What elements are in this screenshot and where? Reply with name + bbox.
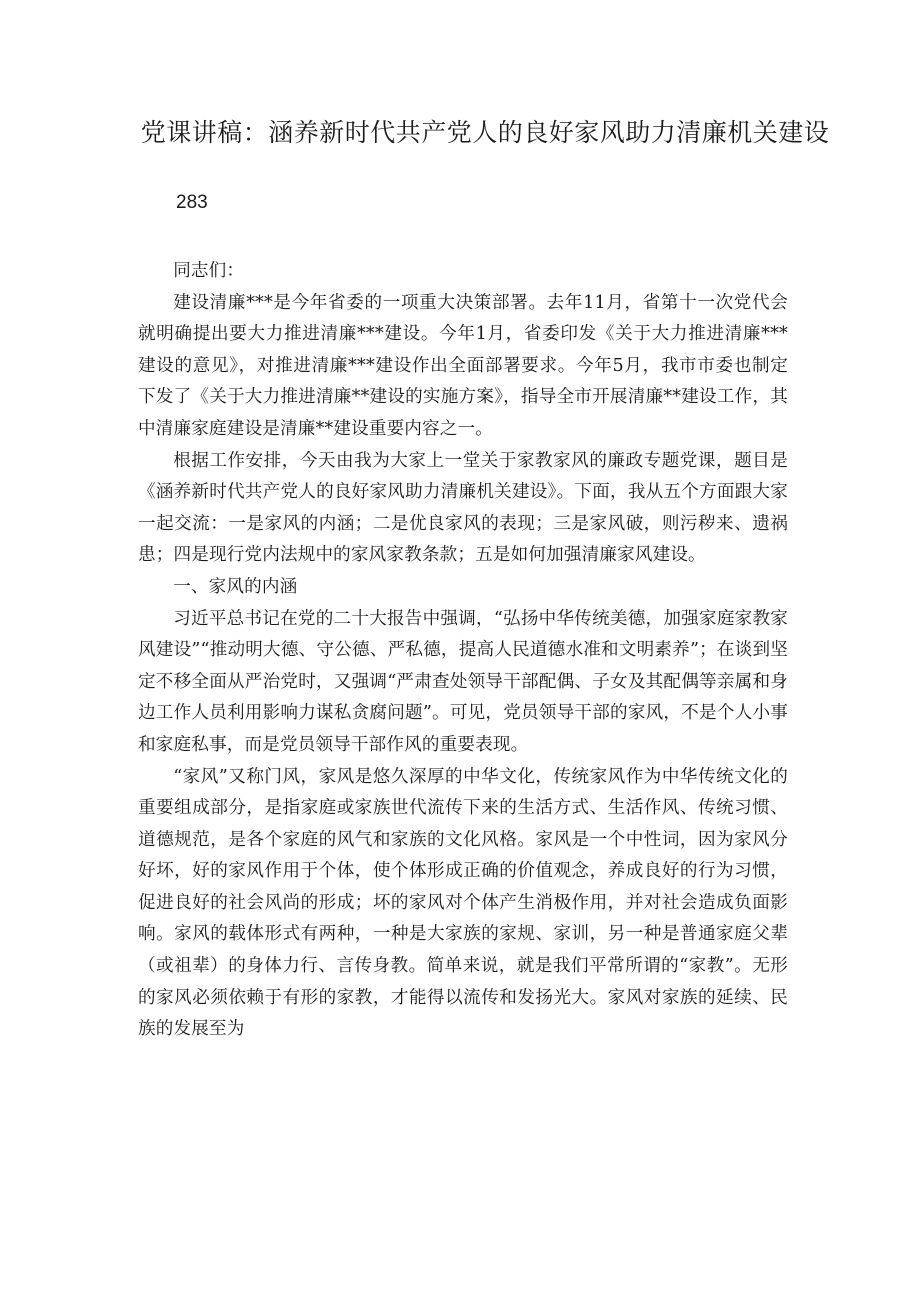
paragraph-4: “家风”又称门风，家风是悠久深厚的中华文化，传统家风作为中华传统文化的重要组成部分，是指家庭或家族世代流传下来的生活方式、生活作风、传统习惯、道德规范，是各个家庭的风气和家族的文化风格。家风是一个中性词，因为家风分好坏，好的家风作用于个体，使个体形成正确的价值观念，养成良好的行为习惯，促进良好的社会风尚的形成；坏的家风对个体产生消极作用，并对社会造成负面影响。家风的载体形式有两种，一种是大家族的家规、家训，另一种是普通家庭父辈（或祖辈）的身体力行、言传身教。简单来说，就是我们平常所谓的“家教”。无形的家风必须依赖于有形的家教，才能得以流传和发扬光大。家风对家族的延续、民族的发展至为 [138,766,788,1040]
paragraph-2: 根据工作安排，今天由我为大家上一堂关于家教家风的廉政专题党课，题目是《涵养新时代共产党人的良好家风助力清廉机关建设》。下面，我从五个方面跟大家一起交流：一是家风的内涵；二是优良家风的表现；三是家风破，则污秽来、遗祸患；四是现行党内法规中的家风家教条款；五是如何加强清廉家风建设。 [138,450,788,566]
paragraph-3: 习近平总书记在党的二十大报告中强调，“弘扬中华传统美德，加强家庭家教家风建设”“推动明大德、守公德、严私德，提高人民道德水准和文明素养”；在谈到坚定不移全面从严治党时，又强调“严肃查处领导干部配偶、子女及其配偶等亲属和身边工作人员利用影响力谋私贪腐问题”。可见，党员领导干部的家风，不是个人小事和家庭私事，而是党员领导干部作风的重要表现。 [138,608,788,755]
document-title: 党课讲稿：涵养新时代共产党人的良好家风助力清廉机关建设 [140,118,830,147]
salutation: 同志们： [173,261,245,281]
document-body [138,256,788,1046]
paragraph-1: 建设清廉***是今年省委的一项重大决策部署。去年11月，省第十一次党代会就明确提出要大力推进清廉***建设。今年1月，省委印发《关于大力推进清廉***建设的意见》，对推进清廉***建设作出全面部署要求。今年5月，我市市委也制定下发了《关于大力推进清廉**建设的实施方案》，指导全市开展清廉**建设工作，其中清廉家庭建设是清廉**建设重要内容之一。 [138,292,788,439]
section-heading-1: 一、家风的内涵 [173,576,298,597]
document-number: 283 [176,192,208,213]
